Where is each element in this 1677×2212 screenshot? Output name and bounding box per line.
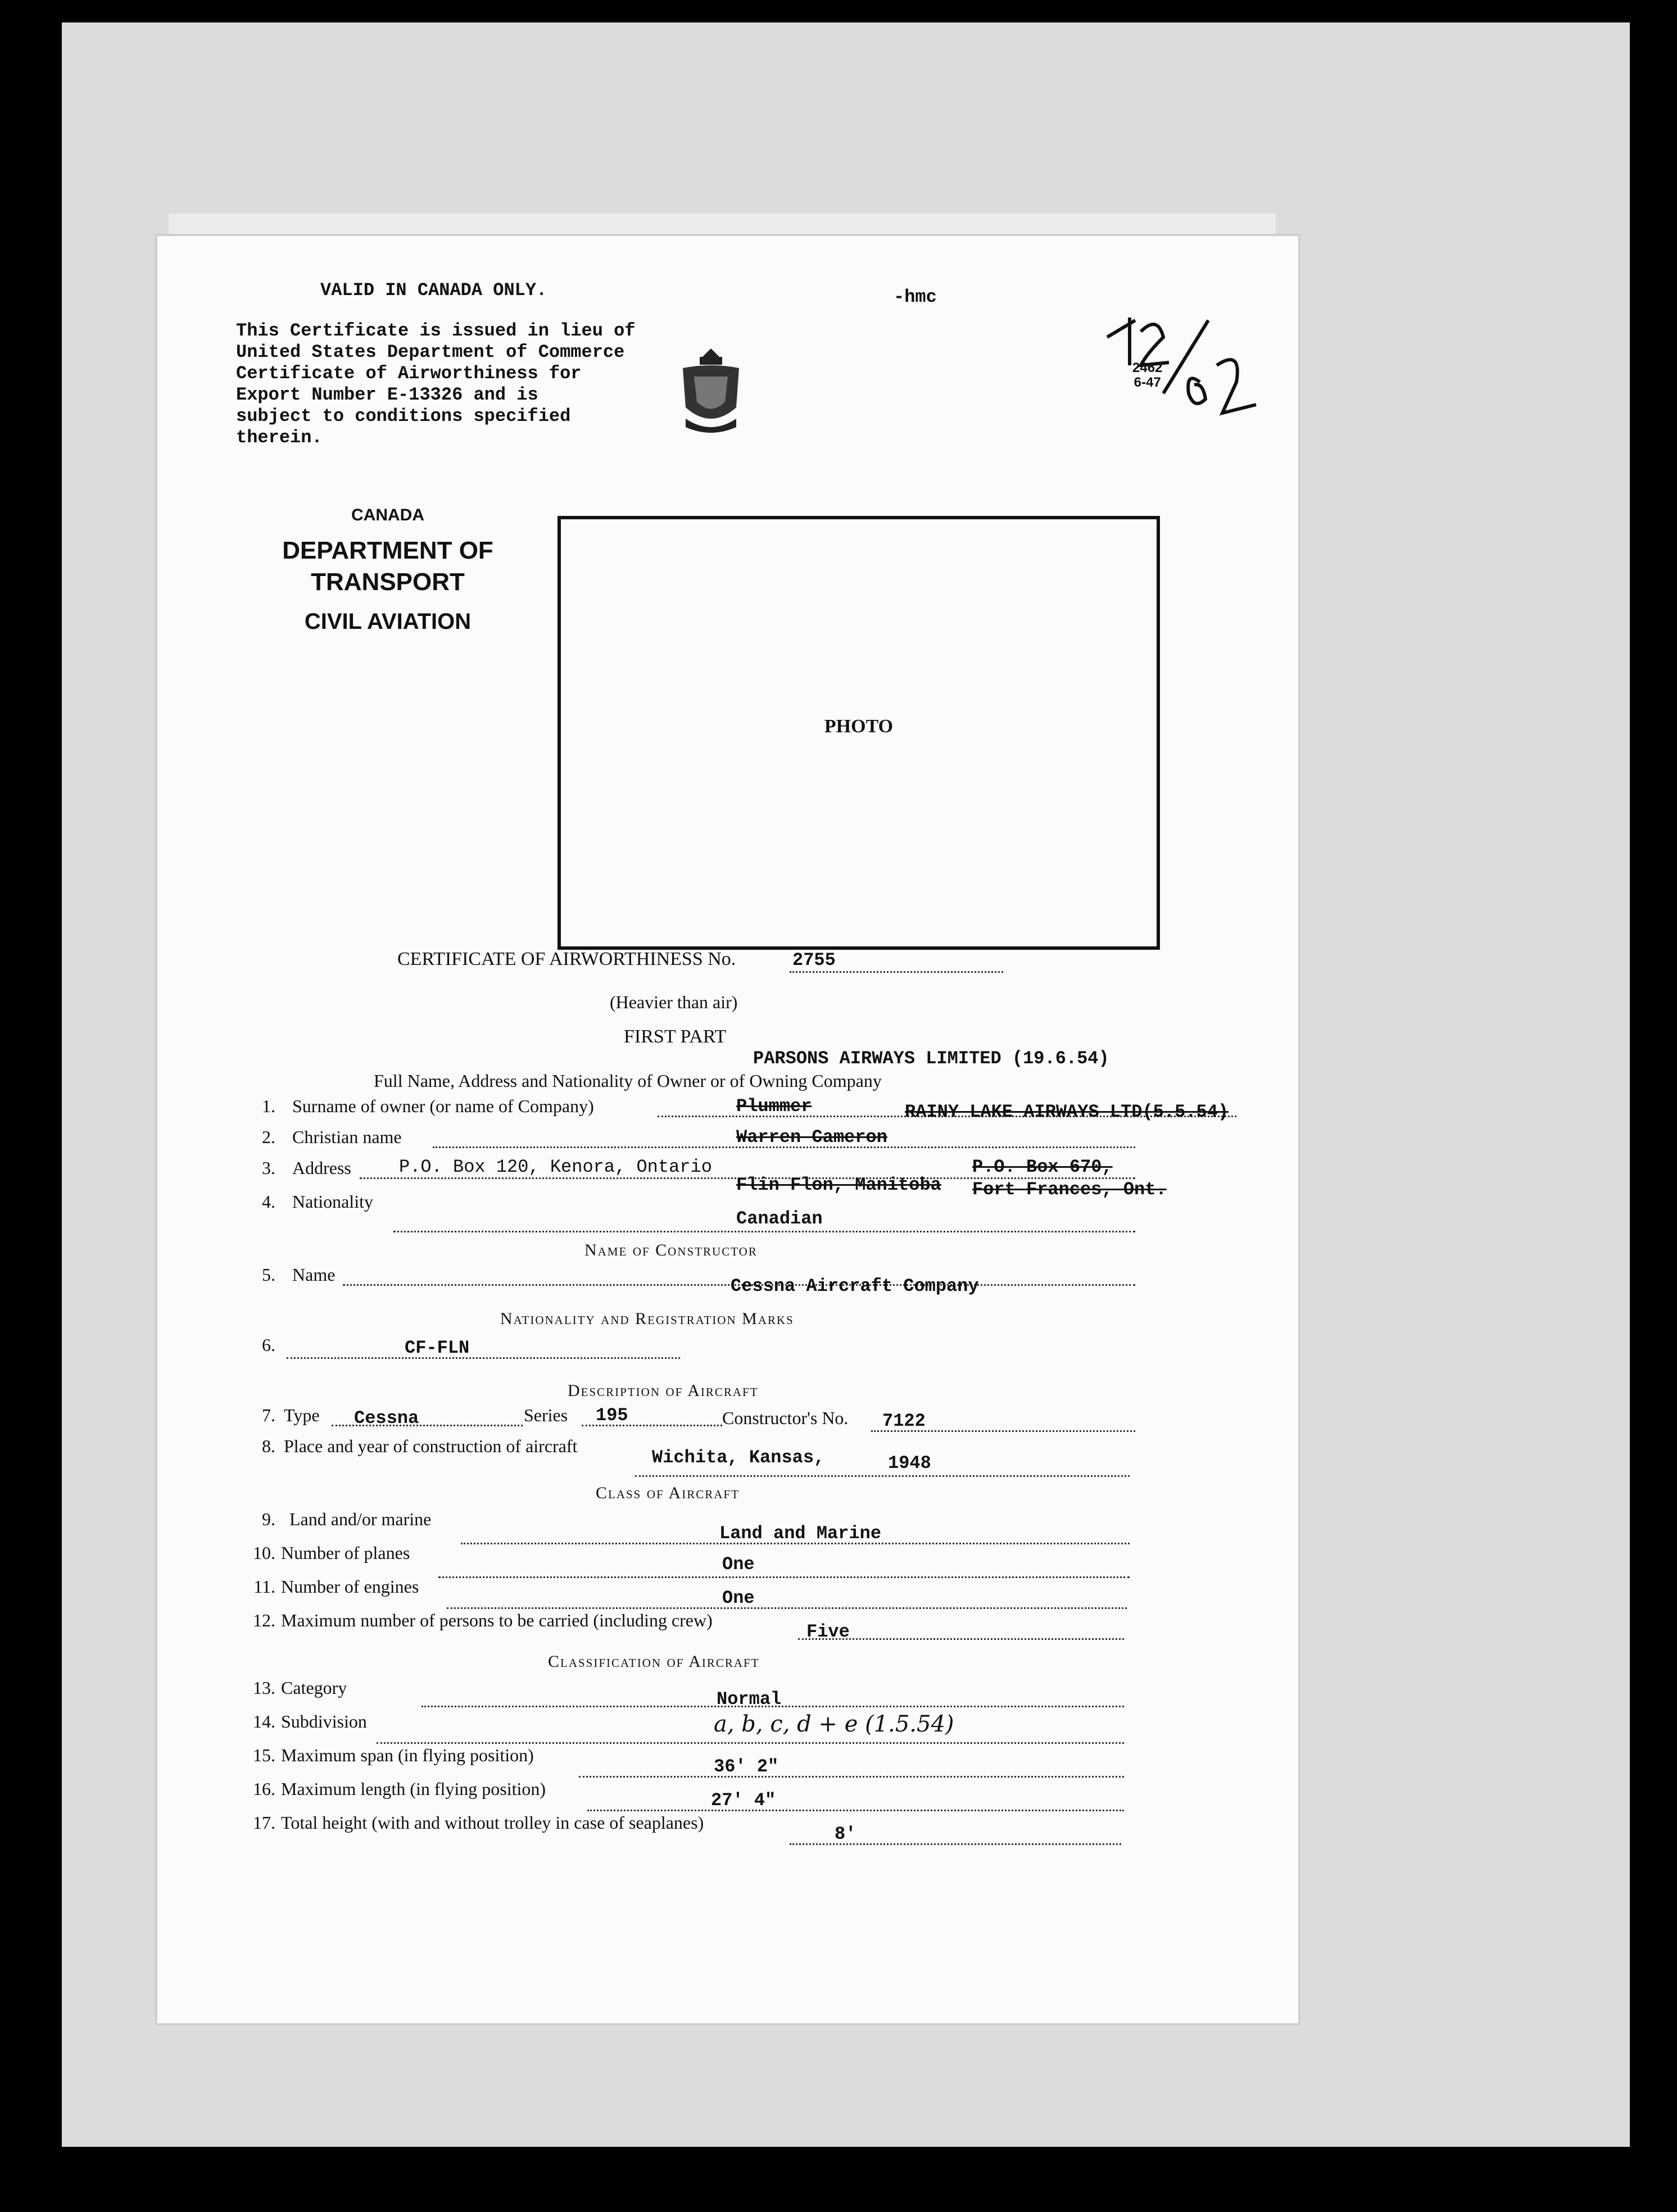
owner-section-heading: Full Name, Address and Nationality of Owner or of Owning Company: [374, 1071, 882, 1091]
item-number: 8.: [262, 1436, 275, 1456]
dotted-leader: [635, 1475, 1130, 1477]
land-marine-value: Land and Marine: [719, 1523, 882, 1544]
max-length-value: 27' 4": [711, 1790, 776, 1811]
certificate-title: CERTIFICATE OF AIRWORTHINESS No.: [397, 949, 736, 969]
max-persons-value: Five: [806, 1621, 850, 1642]
item-number: 4.: [262, 1191, 275, 1212]
department-block: [242, 506, 534, 634]
constructor-number-label: Constructor's No.: [722, 1408, 849, 1428]
constructor-name-value: Cessna Aircraft Company: [731, 1276, 979, 1297]
dotted-leader: [587, 1810, 1124, 1811]
max-span-label: Maximum span (in flying position): [281, 1745, 534, 1765]
max-span-value: 36' 2": [714, 1756, 779, 1777]
item-number: 16.: [253, 1779, 275, 1799]
nationality-label: Nationality: [292, 1191, 373, 1212]
max-length-label: Maximum length (in flying position): [281, 1779, 546, 1799]
certificate-subtitle: (Heavier than air): [610, 992, 738, 1012]
item-number: 14.: [253, 1711, 275, 1731]
address-label: Address: [292, 1158, 351, 1178]
surname-label: Surname of owner (or name of Company): [292, 1096, 594, 1116]
registration-marks-value: CF-FLN: [405, 1338, 470, 1358]
dotted-leader: [393, 1231, 1135, 1232]
number-of-planes-label: Number of planes: [281, 1543, 410, 1563]
category-label: Category: [281, 1678, 347, 1698]
total-height-label: Total height (with and without trolley in case of seaplanes): [281, 1812, 704, 1833]
christian-name-value: Warren Cameron: [736, 1127, 887, 1148]
address-value: Flin Flon, Manitoba: [736, 1175, 941, 1195]
valid-notice: VALID IN CANADA ONLY.: [320, 280, 547, 301]
photo-label: PHOTO: [824, 716, 894, 737]
photo-box: [558, 516, 1160, 950]
constructor-number-value: 7122: [882, 1411, 926, 1431]
owner-amend-name: PARSONS AIRWAYS LIMITED (19.6.54): [753, 1048, 1109, 1069]
category-value: Normal: [717, 1689, 782, 1710]
department-name-line1: DEPARTMENT OF: [282, 537, 493, 564]
dotted-leader: [377, 1742, 1124, 1744]
item-number: 13.: [253, 1678, 275, 1698]
reference-code: -hmc: [894, 287, 937, 307]
item-number: 1.: [262, 1096, 275, 1116]
year-value: 1948: [888, 1453, 931, 1474]
dotted-leader: [790, 971, 1003, 973]
christian-name-label: Christian name: [292, 1127, 402, 1147]
lieu-notice: This Certificate is issued in lieu of United States Department of Commerce Certificate of Airworthiness for Export Number E-13326 and is subject to conditions specified therein.: [236, 320, 636, 448]
item-number: 10.: [253, 1543, 275, 1563]
nationality-value: Canadian: [736, 1208, 823, 1229]
surname-value: Plummer: [736, 1096, 812, 1117]
dotted-leader: [438, 1576, 1130, 1578]
surname-amend: RAINY LAKE AIRWAYS LTD(5.5.54): [905, 1102, 1229, 1122]
item-number: 12.: [253, 1610, 275, 1630]
number-of-engines-label: Number of engines: [281, 1576, 419, 1597]
place-label: Place and year of construction of aircraft: [284, 1436, 578, 1456]
address-typed: P.O. Box 120, Kenora, Ontario: [399, 1157, 712, 1177]
item-number: 11.: [253, 1576, 275, 1597]
type-value: Cessna: [354, 1408, 419, 1429]
certificate-number: 2755: [792, 950, 836, 971]
constructor-section-heading: Name of Constructor: [584, 1241, 758, 1259]
description-section-heading: Description of Aircraft: [568, 1381, 759, 1400]
classification-section-heading: Classification of Aircraft: [548, 1652, 760, 1671]
item-number: 5.: [262, 1264, 275, 1285]
class-section-heading: Class of Aircraft: [596, 1484, 740, 1502]
land-marine-label: Land and/or marine: [289, 1509, 432, 1529]
number-of-engines-value: One: [722, 1588, 755, 1608]
handwritten-mark-icon: [1096, 315, 1276, 416]
item-number: 15.: [253, 1745, 275, 1765]
item-number: 9.: [262, 1509, 275, 1529]
part-label: FIRST PART: [624, 1026, 727, 1047]
number-of-planes-value: One: [722, 1554, 755, 1575]
country-label: CANADA: [351, 506, 424, 524]
constructor-name-label: Name: [292, 1264, 336, 1285]
dotted-leader: [287, 1357, 680, 1359]
registration-section-heading: Nationality and Registration Marks: [500, 1309, 794, 1328]
dotted-leader: [579, 1776, 1124, 1778]
total-height-value: 8': [835, 1824, 856, 1844]
department-name-line2: TRANSPORT: [311, 568, 465, 596]
item-number: 2.: [262, 1127, 275, 1147]
item-number: 17.: [253, 1812, 275, 1833]
address-amend-line1: P.O. Box 670,: [972, 1157, 1113, 1177]
type-label: Type: [284, 1405, 320, 1425]
branch-label: CIVIL AVIATION: [304, 609, 472, 634]
series-label: Series: [524, 1405, 568, 1425]
series-value: 195: [596, 1405, 628, 1426]
place-value: Wichita, Kansas,: [652, 1447, 825, 1468]
item-number: 6.: [262, 1335, 275, 1355]
coat-of-arms-icon: [677, 346, 745, 438]
address-amend-line2: Fort Frances, Ont.: [972, 1179, 1167, 1200]
form-code: 2462 6-47: [1132, 360, 1163, 390]
subdivision-value: a, b, c, d + e (1.5.54): [714, 1711, 954, 1737]
subdivision-label: Subdivision: [281, 1711, 367, 1731]
max-persons-label: Maximum number of persons to be carried (including crew): [281, 1610, 713, 1630]
item-number: 7.: [262, 1405, 275, 1425]
item-number: 3.: [262, 1158, 275, 1178]
dotted-leader: [447, 1607, 1127, 1609]
